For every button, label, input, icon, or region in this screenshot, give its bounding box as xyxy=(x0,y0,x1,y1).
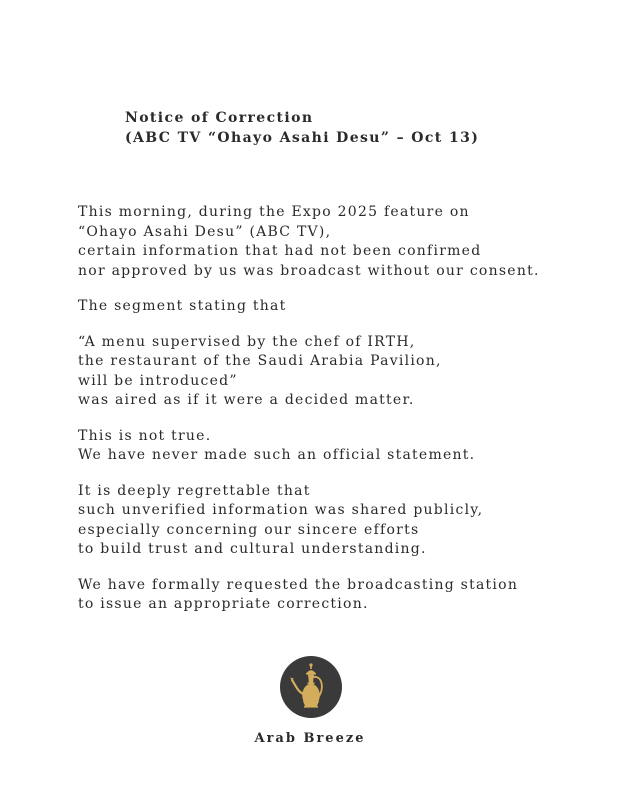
text-line: The segment stating that xyxy=(78,298,287,314)
paragraph-regret xyxy=(78,482,618,560)
text-line: “A menu supervised by the chef of IRTH, xyxy=(78,333,416,350)
text-line: was aired as if it were a decided matter. xyxy=(78,392,415,408)
text-line: the restaurant of the Saudi Arabia Pavilion, xyxy=(78,353,442,369)
brand-logo xyxy=(280,656,342,718)
paragraph-denial xyxy=(78,427,618,466)
text-line: This morning, during the Expo 2025 feature on xyxy=(78,204,470,220)
text-line: We have formally requested the broadcasting station xyxy=(78,576,519,593)
text-line: “Ohayo Asahi Desu” (ABC TV), xyxy=(78,223,332,240)
text-line: It is deeply regrettable that xyxy=(78,482,311,499)
dallah-coffee-pot-icon xyxy=(280,656,342,718)
paragraph-request xyxy=(78,576,618,615)
text-line: certain information that had not been confirmed xyxy=(78,243,482,259)
text-line: We have never made such an official statement. xyxy=(78,447,476,463)
text-line: nor approved by us was broadcast without our consent. xyxy=(78,262,540,279)
paragraph-quote xyxy=(78,333,618,411)
text-line: to build trust and cultural understanding. xyxy=(78,541,427,557)
text-line: will be introduced” xyxy=(78,372,238,389)
text-line: such unverified information was shared publicly, xyxy=(78,502,484,518)
brand-name: Arab Breeze xyxy=(254,731,366,746)
text-line: to issue an appropriate correction. xyxy=(78,596,369,612)
notice-body xyxy=(78,203,618,631)
text-line: This is not true. xyxy=(78,427,212,444)
text-line: especially concerning our sincere efforts xyxy=(78,521,420,538)
notice-title: Notice of Correction xyxy=(125,110,314,126)
paragraph-broadcast xyxy=(78,203,618,281)
notice-header xyxy=(125,108,479,148)
paragraph-segment xyxy=(78,297,618,317)
notice-subtitle: (ABC TV “Ohayo Asahi Desu” – Oct 13) xyxy=(125,130,480,146)
